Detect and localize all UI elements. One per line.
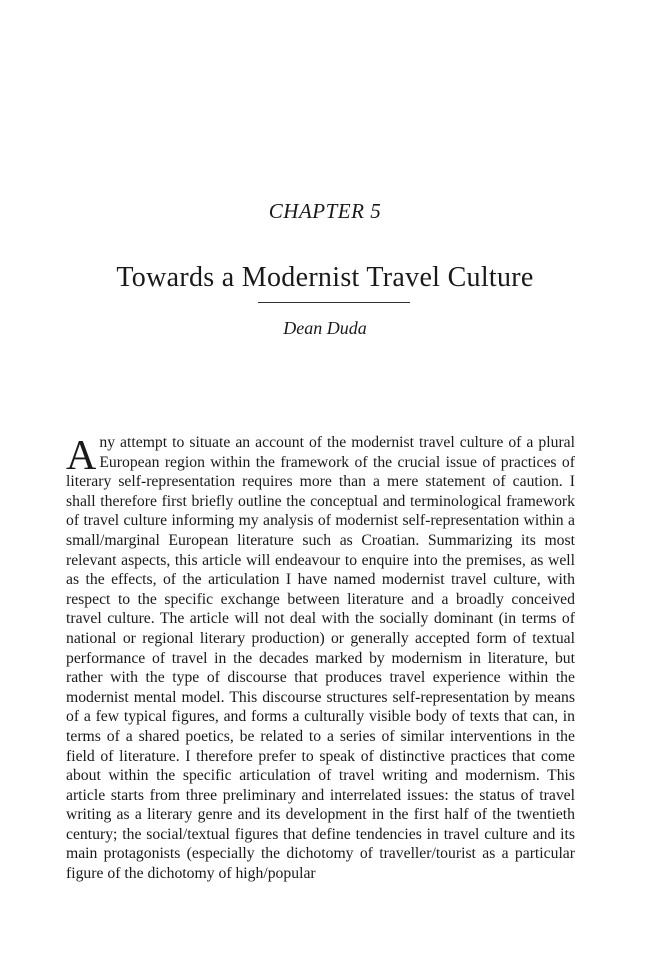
drop-cap: A [66, 433, 97, 479]
author-name: Dean Duda [283, 318, 367, 338]
title-divider [258, 302, 410, 303]
body-paragraph [66, 433, 575, 884]
chapter-title: Towards a Modernist Travel Culture [116, 262, 534, 293]
body-paragraph-text: ny attempt to situate an account of the modernist travel culture of a plural European region within the framework of the crucial issue of practices of literary self-representation requires more than a mere statement of caution. I shall therefore first briefly outline the conceptual and terminological framework of travel culture informing my analysis of modernist self-representation within a small/marginal European literature such as Croatian. Summarizing its most relevant aspects, this article will endeavour to enquire into the premises, as well as the effects, of the articulation I have named modernist travel culture, with respect to the specific exchange between literature and a broadly conceived travel culture. The article will not deal with the socially dominant (in terms of national or regional literary production) or generally accepted form of textual performance of travel in the decades marked by modernism in literature, but rather with the type of discourse that produces travel experience within the modernist mental model. This discourse structures self-representation by means of a few typical figures, and forms a culturally visible body of texts that can, in terms of a shared poetics, be related to a series of similar interventions in the field of literature. I therefore prefer to speak of distinctive practices that come about within the specific articulation of travel writing and modernism. This article starts from three preliminary and interrelated issues: the status of travel writing as a literary genre and its development in the first half of the twentieth century; the social/textual figures that define tendencies in travel culture and its main protagonists (especially the dichotomy of traveller/tourist as a particular figure of the dichotomy of high/popular [66, 434, 575, 883]
chapter-label: CHAPTER 5 [268, 199, 382, 223]
